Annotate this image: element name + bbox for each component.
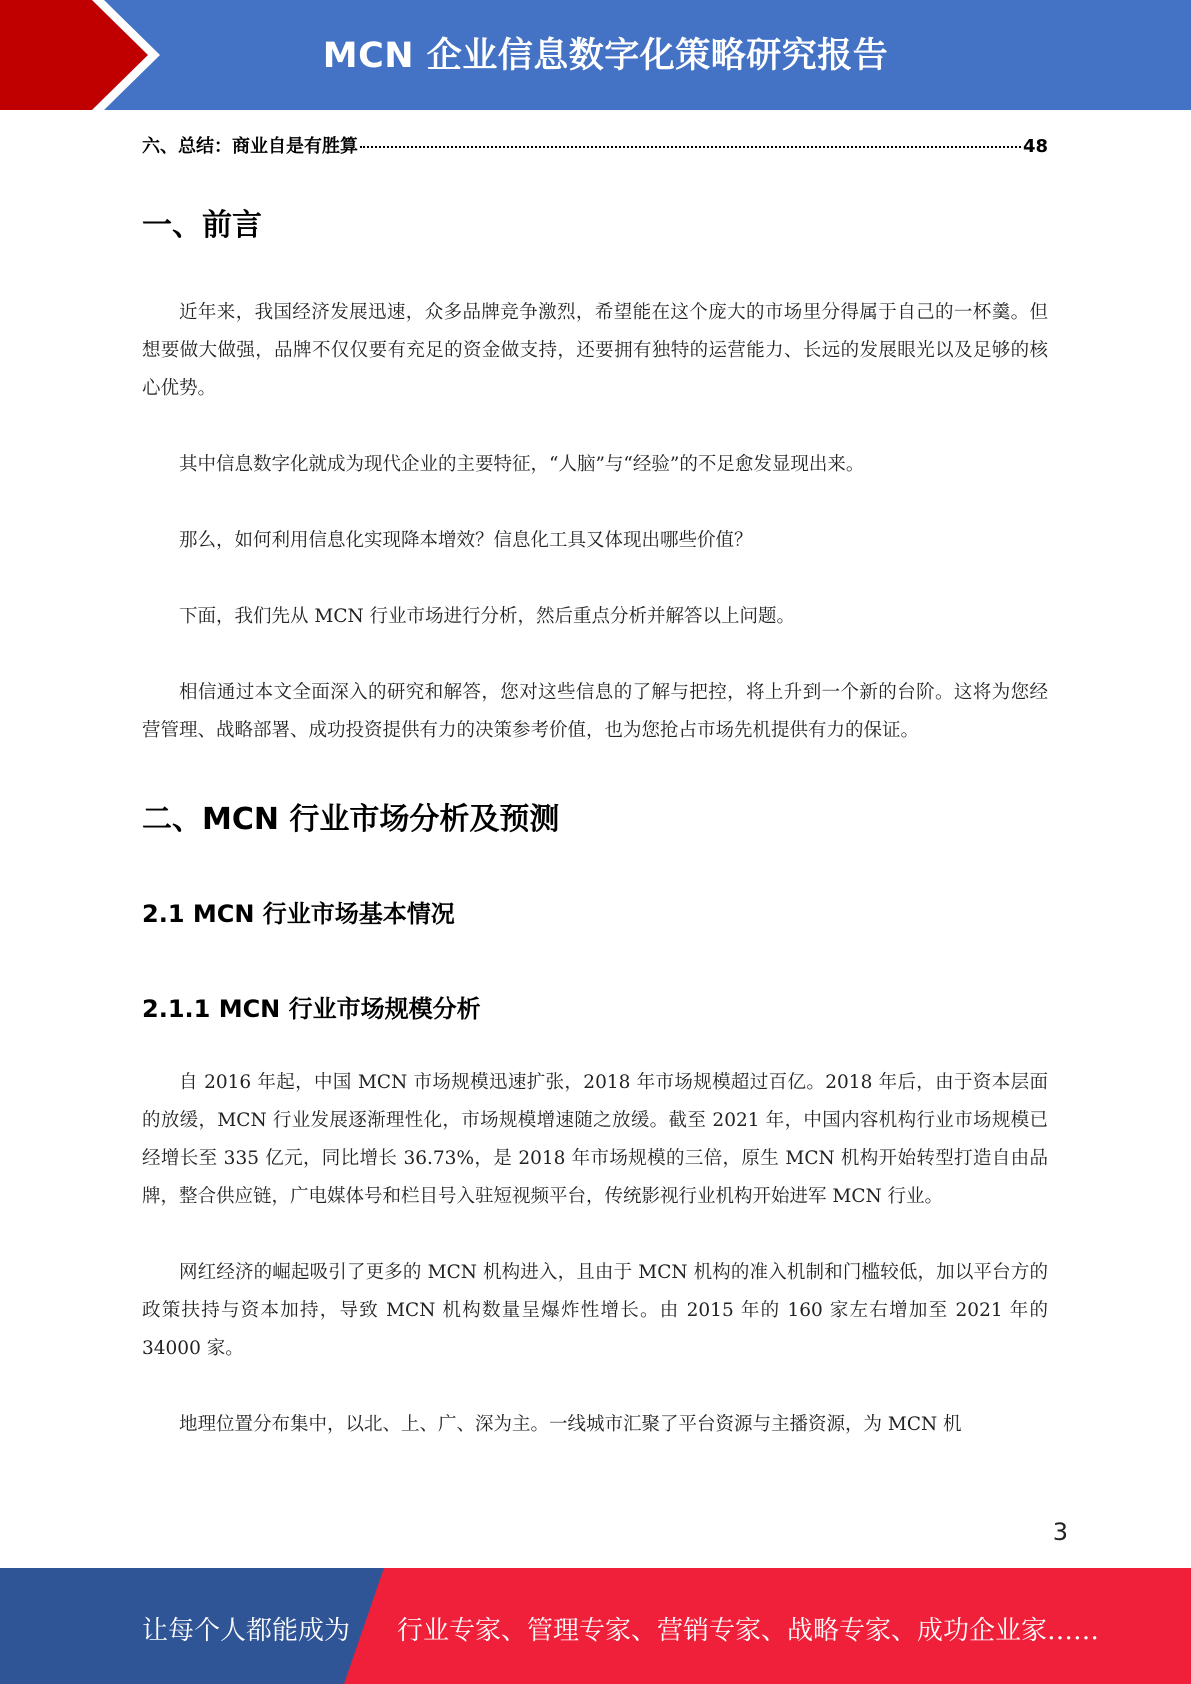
subsection-heading: 2.1 MCN 行业市场基本情况 — [142, 900, 455, 928]
section-heading-intro: 一、前言 — [142, 208, 262, 243]
toc-entry-page: 48 — [1022, 136, 1048, 157]
header-title: MCN 企业信息数字化策略研究报告 — [322, 36, 889, 76]
paragraph: 相信通过本文全面深入的研究和解答，您对这些信息的了解与把控，将上升到一个新的台阶。这将为您经营管理、战略部署、成功投资提供有力的决策参考价值，也为您抢占市场先机提供有力的保证。 — [142, 682, 1048, 741]
toc-entry[interactable] — [142, 132, 1048, 158]
toc-entry-text: 六、总结：商业自是有胜算 — [142, 136, 358, 157]
toc-dot-leader — [360, 146, 1021, 148]
subsection-heading: 2.1.1 MCN 行业市场规模分析 — [142, 995, 481, 1023]
paragraph: 那么，如何利用信息化实现降本增效？信息化工具又体现出哪些价值？ — [179, 530, 753, 551]
paragraph: 地理位置分布集中，以北、上、广、深为主。一线城市汇聚了平台资源与主播资源，为 MCN 机 — [179, 1414, 962, 1435]
section-heading-market-analysis: 二、MCN 行业市场分析及预测 — [142, 802, 560, 837]
paragraph: 下面，我们先从 MCN 行业市场进行分析，然后重点分析并解答以上问题。 — [179, 606, 796, 627]
footer-slogan-right: 行业专家、管理专家、营销专家、战略专家、成功企业家…… — [397, 1616, 1100, 1646]
paragraph: 近年来，我国经济发展迅速，众多品牌竞争激烈，希望能在这个庞大的市场里分得属于自己的一杯羹。但想要做大做强，品牌不仅仅要有充足的资金做支持，还要拥有独特的运营能力、长远的发展眼光以及足够的核心优势。 — [142, 302, 1048, 399]
page-number: 3 — [1052, 1518, 1068, 1546]
page-header — [0, 0, 1191, 110]
document-body — [142, 110, 1048, 1444]
page-footer — [0, 1568, 1191, 1684]
paragraph: 其中信息数字化就成为现代企业的主要特征，“人脑”与“经验”的不足愈发显现出来。 — [179, 454, 865, 475]
paragraph: 自 2016 年起，中国 MCN 市场规模迅速扩张，2018 年市场规模超过百亿。2018 年后，由于资本层面的放缓，MCN 行业发展逐渐理性化，市场规模增速随之放缓。截至 2021 年，中国内容机构行业市场规模已经增长至 335 亿元，同比增长 36.73%，是 2018 年市场规模的三倍，原生 MCN 机构开始转型打造自由品牌，整合供应链，广电媒体号和栏目号入驻短视频平台，传统影视行业机构开始进军 MCN 行业。 — [142, 1072, 1048, 1207]
footer-slogan-left: 让每个人都能成为 — [142, 1616, 351, 1646]
paragraph: 网红经济的崛起吸引了更多的 MCN 机构进入，且由于 MCN 机构的准入机制和门槛较低，加以平台方的政策扶持与资本加持，导致 MCN 机构数量呈爆炸性增长。由 2015 年的 160 家左右增加至 2021 年的 34000 家。 — [142, 1262, 1048, 1359]
